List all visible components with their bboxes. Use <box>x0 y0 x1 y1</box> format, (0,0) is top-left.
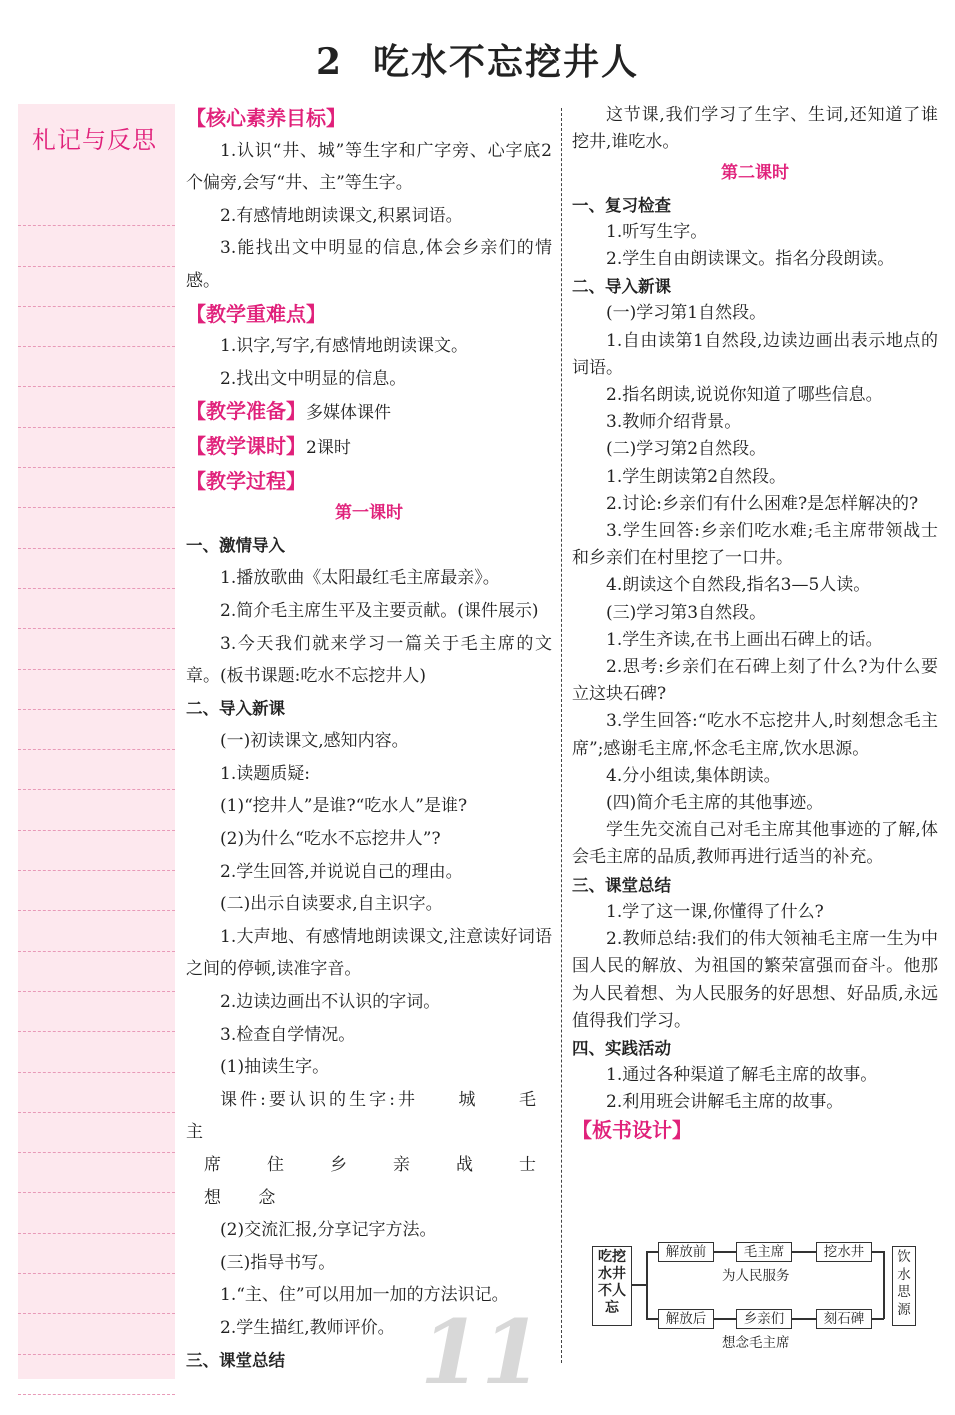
board-right-bracket <box>883 1251 885 1319</box>
board-bot-c: 刻石碑 <box>816 1309 872 1329</box>
practice-section: 四、实践活动 <box>572 1038 671 1058</box>
para3-part: (三)学习第3自然段。 <box>606 602 767 623</box>
board-top-sub: 为人民服务 <box>722 1268 790 1284</box>
para2-item-2: 2.讨论:乡亲们有什么困难?是怎样解决的? <box>606 493 919 514</box>
lesson-1-title: 第一课时 <box>335 503 403 524</box>
review-section: 一、复习检查 <box>572 195 671 215</box>
para1-item-3: 3.教师介绍背景。 <box>606 412 742 433</box>
s2-part-a: (一)初读课文,感知内容。 <box>220 731 409 752</box>
notes-lines <box>18 186 175 1395</box>
page-number: 11 <box>420 1300 543 1404</box>
time-value: 2课时 <box>306 437 351 458</box>
new-chars-line-2: 席 住 乡 亲 战 士 想 念 <box>204 1155 552 1208</box>
goal-3: 3.能找出文中明显的信息,体会乡亲们的情感。 <box>186 238 552 291</box>
board-arrow-4 <box>792 1318 816 1320</box>
para1-part: (一)学习第1自然段。 <box>606 303 767 324</box>
column-left <box>186 102 552 1377</box>
s2-item-1a: (1)“挖井人”是谁?“吃水人”是谁? <box>220 796 468 817</box>
board-bracket <box>646 1251 648 1319</box>
para2-item-3: 3.学生回答:乡亲们吃水难;毛主席带领战士和乡亲们在村里挖了一口井。 <box>572 521 938 569</box>
board-left-box: 吃挖水井不人忘 <box>592 1246 632 1326</box>
para1-item-1: 1.自由读第1自然段,边读边画出表示地点的词语。 <box>572 330 938 378</box>
section-3: 三、课堂总结 <box>186 1350 285 1370</box>
s1-item-2: 2.简介毛主席生平及主要贡献。(课件展示) <box>220 600 539 621</box>
s2-item-2: 2.学生回答,并说说自己的理由。 <box>220 861 463 882</box>
prep-value: 多媒体课件 <box>306 403 391 424</box>
page-title <box>0 34 955 85</box>
section-1: 一、激情导入 <box>186 535 285 555</box>
para2-item-4: 4.朗读这个自然段,指名3—5人读。 <box>606 575 871 596</box>
notes-sidebar <box>18 104 175 1379</box>
new-chars-a: 井 城 毛 主 <box>186 1089 552 1143</box>
board-bot-b: 乡亲们 <box>736 1309 792 1329</box>
s2-item-1: 1.读题质疑: <box>220 763 310 784</box>
summary-section: 三、课堂总结 <box>572 875 671 895</box>
board-connector <box>632 1284 646 1286</box>
s2-b-item-2: 2.边读边画出不认识的字词。 <box>220 992 441 1013</box>
board-arrow-3 <box>714 1318 736 1320</box>
para4-part: (四)简介毛主席的其他事迹。 <box>606 793 824 814</box>
s1-item-1: 1.播放歌曲《太阳最红毛主席最亲》。 <box>220 568 500 589</box>
new-chars-line-1: 课件:要认识的生字:井 城 毛 主 <box>186 1089 552 1143</box>
new-lesson-section: 二、导入新课 <box>572 277 671 297</box>
lesson-number: 2 <box>315 41 344 83</box>
key-2: 2.找出文中明显的信息。 <box>220 368 407 389</box>
review-2: 2.学生自由朗读课文。指名分段朗读。 <box>606 249 895 270</box>
board-right-box: 饮水思源 <box>892 1246 916 1326</box>
heading-goals: 【核心素养目标】 <box>186 106 346 130</box>
s2-b-item-3a: (1)抽读生字。 <box>220 1057 330 1078</box>
summary-text: 这节课,我们学习了生字、生词,还知道了谁挖井,谁吃水。 <box>572 105 938 153</box>
board-bot-a: 解放后 <box>658 1309 714 1329</box>
s2-part-b: (二)出示自读要求,自主识字。 <box>220 894 443 915</box>
column-divider <box>561 108 562 1363</box>
goal-1: 1.认识“井、城”等生字和广字旁、心字底2个偏旁,会写“井、主”等生字。 <box>186 140 552 194</box>
goal-2: 2.有感情地朗读课文,积累词语。 <box>220 205 463 226</box>
heading-process: 【教学过程】 <box>186 468 306 493</box>
para2-part: (二)学习第2自然段。 <box>606 439 767 460</box>
notes-title: 札记与反思 <box>32 126 157 154</box>
practice-item-2: 2.利用班会讲解毛主席的故事。 <box>606 1092 844 1113</box>
section-2: 二、导入新课 <box>186 698 285 718</box>
s2-b-item-3b: (2)交流汇报,分享记字方法。 <box>220 1220 437 1241</box>
heading-board: 【板书设计】 <box>572 1117 692 1142</box>
s1-item-3: 3.今天我们就来学习一篇关于毛主席的文章。(板书课题:吃水不忘挖井人) <box>186 633 552 687</box>
lesson-title: 吃水不忘挖井人 <box>373 41 640 83</box>
s2-part-c: (三)指导书写。 <box>220 1252 336 1273</box>
heading-key-points: 【教学重难点】 <box>186 301 326 326</box>
para3-item-3: 3.学生回答:“吃水不忘挖井人,时刻想念毛主席”;感谢毛主席,怀念毛主席,饮水思源。 <box>572 711 938 759</box>
para1-item-2: 2.指名朗读,说说你知道了哪些信息。 <box>606 385 883 406</box>
practice-item-1: 1.通过各种渠道了解毛主席的故事。 <box>606 1065 878 1086</box>
board-bracket-bottom <box>646 1318 658 1320</box>
column-right <box>572 102 938 1144</box>
s2-item-1b: (2)为什么“吃水不忘挖井人”? <box>220 829 441 850</box>
para4-item-1: 学生先交流自己对毛主席其他事迹的了解,体会毛主席的品质,教师再进行适当的补充。 <box>572 820 938 868</box>
summary-item-1: 1.学了这一课,你懂得了什么? <box>606 901 824 922</box>
review-1: 1.听写生字。 <box>606 221 708 242</box>
board-arrow-1 <box>714 1251 736 1253</box>
heading-time: 【教学课时】2课时 <box>186 433 351 458</box>
board-diagram <box>590 1242 920 1351</box>
summary-item-2: 2.教师总结:我们的伟大领袖毛主席一生为中国人民的解放、为祖国的繁荣富强而奋斗。他那为人民着想、为人民服务的好思想、好品质,永远值得我们学习。 <box>572 929 938 1031</box>
board-bracket-top <box>646 1251 658 1253</box>
board-top-c: 挖水井 <box>816 1242 872 1262</box>
lesson-2-title: 第二课时 <box>721 163 789 184</box>
para3-item-1: 1.学生齐读,在书上画出石碑上的话。 <box>606 629 883 650</box>
para2-item-1: 1.学生朗读第2自然段。 <box>606 466 787 487</box>
board-bot-sub: 想念毛主席 <box>722 1335 790 1351</box>
para3-item-4: 4.分小组读,集体朗读。 <box>606 765 781 786</box>
s2-b-item-3: 3.检查自学情况。 <box>220 1024 356 1045</box>
board-top-b: 毛主席 <box>736 1242 792 1262</box>
s2-b-item-1: 1.大声地、有感情地朗读课文,注意读好词语之间的停顿,读准字音。 <box>186 926 552 980</box>
board-top-a: 解放前 <box>658 1242 714 1262</box>
key-1: 1.识字,写字,有感情地朗读课文。 <box>220 336 469 357</box>
board-arrow-2 <box>792 1251 816 1253</box>
s2-c-item-2: 2.学生描红,教师评价。 <box>220 1317 395 1338</box>
s2-c-item-1: 1.“主、住”可以用加一加的方法识记。 <box>220 1285 509 1306</box>
heading-prep: 【教学准备】多媒体课件 <box>186 399 391 424</box>
para3-item-2: 2.思考:乡亲们在石碑上刻了什么?为什么要立这块石碑? <box>572 657 938 705</box>
